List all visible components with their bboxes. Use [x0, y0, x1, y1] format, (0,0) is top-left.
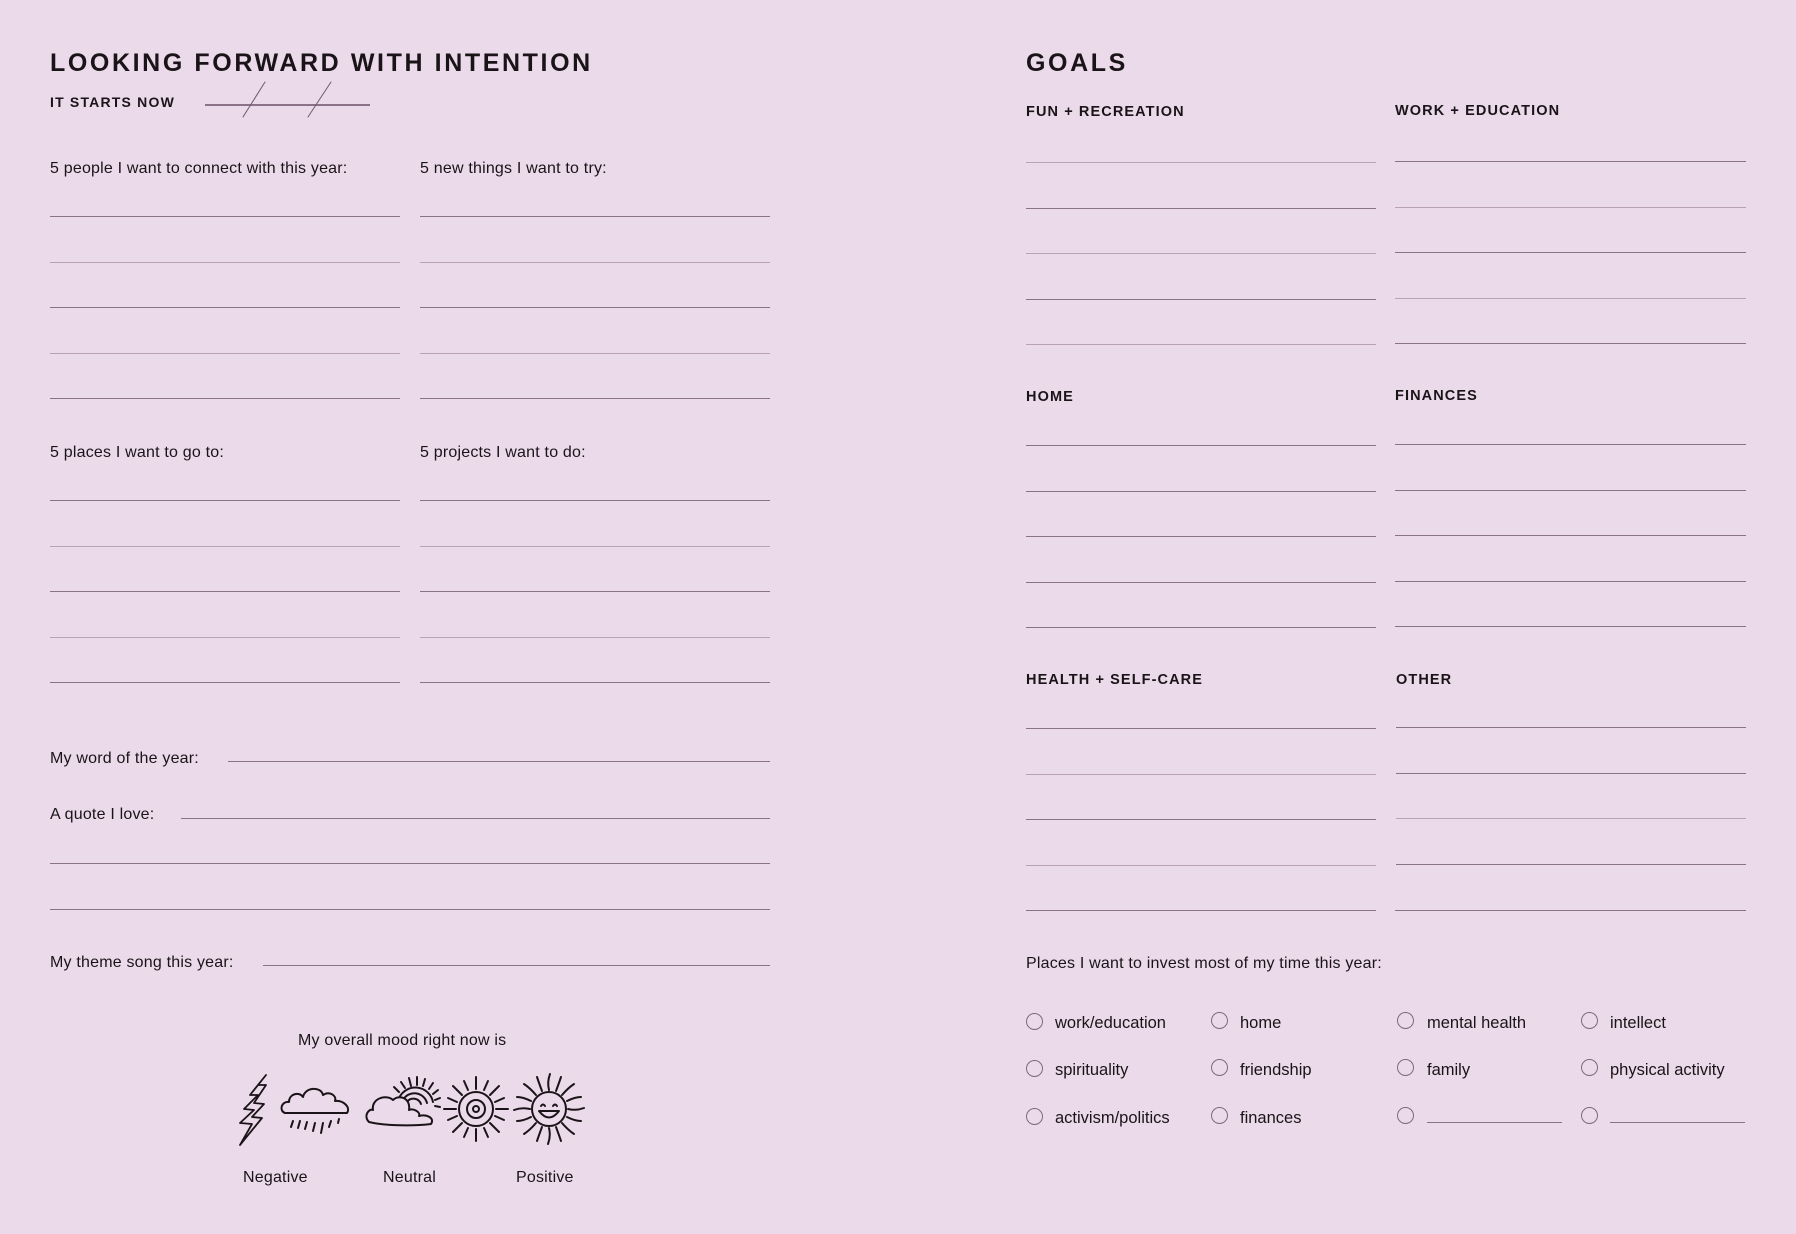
new-things-line-3[interactable]	[420, 307, 770, 308]
option-label: spirituality	[1055, 1061, 1129, 1079]
date-underline	[205, 104, 370, 106]
section-work-education: WORK + EDUCATION	[1395, 103, 1561, 119]
places-line-2[interactable]	[50, 546, 400, 547]
finances-line-1[interactable]	[1395, 444, 1746, 445]
other-line-2[interactable]	[1396, 773, 1746, 774]
word-of-year-field[interactable]	[228, 761, 770, 762]
radio-circle[interactable]	[1397, 1107, 1414, 1124]
new-things-line-4[interactable]	[420, 353, 770, 354]
custom-option-field-2[interactable]	[1610, 1122, 1745, 1123]
option-label: activism/politics	[1055, 1109, 1170, 1127]
page-title-looking-forward: LOOKING FORWARD WITH INTENTION	[50, 49, 593, 77]
radio-circle[interactable]	[1211, 1059, 1228, 1076]
work-line-3[interactable]	[1395, 252, 1746, 253]
projects-line-2[interactable]	[420, 546, 770, 547]
option-label: work/education	[1055, 1014, 1166, 1032]
projects-line-5[interactable]	[420, 682, 770, 683]
places-line-4[interactable]	[50, 637, 400, 638]
finances-line-5[interactable]	[1395, 626, 1746, 627]
new-things-line-2[interactable]	[420, 262, 770, 263]
finances-line-4[interactable]	[1395, 581, 1746, 582]
prompt-new-things: 5 new things I want to try:	[420, 160, 607, 177]
people-line-1[interactable]	[50, 216, 400, 217]
other-line-5[interactable]	[1395, 910, 1746, 911]
prompt-word-of-year: My word of the year:	[50, 750, 199, 767]
people-line-5[interactable]	[50, 398, 400, 399]
option-label: family	[1427, 1061, 1471, 1079]
radio-circle[interactable]	[1581, 1107, 1598, 1124]
projects-line-4[interactable]	[420, 637, 770, 638]
home-line-4[interactable]	[1026, 582, 1376, 583]
option-label: physical activity	[1610, 1061, 1725, 1079]
mood-label-neutral: Neutral	[383, 1169, 436, 1186]
fun-line-3[interactable]	[1026, 253, 1376, 254]
option-label: intellect	[1610, 1014, 1666, 1032]
health-line-1[interactable]	[1026, 728, 1376, 729]
radio-circle[interactable]	[1026, 1013, 1043, 1030]
places-line-3[interactable]	[50, 591, 400, 592]
prompt-people: 5 people I want to connect with this year:	[50, 160, 348, 177]
quote-field-line-1[interactable]	[181, 818, 770, 819]
home-line-2[interactable]	[1026, 491, 1376, 492]
option-label: finances	[1240, 1109, 1302, 1127]
work-line-1[interactable]	[1395, 161, 1746, 162]
custom-option-field-1[interactable]	[1427, 1122, 1562, 1123]
option-label: home	[1240, 1014, 1282, 1032]
quote-field-line-3[interactable]	[50, 909, 770, 910]
home-line-1[interactable]	[1026, 445, 1376, 446]
prompt-places: 5 places I want to go to:	[50, 444, 224, 461]
option-label: mental health	[1427, 1014, 1527, 1032]
other-line-4[interactable]	[1396, 864, 1746, 865]
mood-label-positive: Positive	[516, 1169, 574, 1186]
radio-circle[interactable]	[1581, 1059, 1598, 1076]
radio-circle[interactable]	[1026, 1108, 1043, 1125]
lightning-icon[interactable]	[236, 1073, 270, 1147]
section-other: OTHER	[1396, 672, 1453, 688]
health-line-3[interactable]	[1026, 819, 1376, 820]
home-line-3[interactable]	[1026, 536, 1376, 537]
section-health-self-care: HEALTH + SELF-CARE	[1026, 672, 1204, 688]
new-things-line-5[interactable]	[420, 398, 770, 399]
theme-song-field[interactable]	[263, 965, 770, 966]
places-line-1[interactable]	[50, 500, 400, 501]
radio-circle[interactable]	[1211, 1107, 1228, 1124]
home-line-5[interactable]	[1026, 627, 1376, 628]
finances-line-3[interactable]	[1395, 535, 1746, 536]
sun-icon[interactable]	[441, 1073, 511, 1145]
fun-line-2[interactable]	[1026, 208, 1376, 209]
finances-line-2[interactable]	[1395, 490, 1746, 491]
new-things-line-1[interactable]	[420, 216, 770, 217]
quote-field-line-2[interactable]	[50, 863, 770, 864]
smiling-sun-icon[interactable]	[512, 1070, 586, 1148]
people-line-4[interactable]	[50, 353, 400, 354]
projects-line-1[interactable]	[420, 500, 770, 501]
fun-line-1[interactable]	[1026, 162, 1376, 163]
mood-prompt: My overall mood right now is	[298, 1032, 507, 1049]
fun-line-4[interactable]	[1026, 299, 1376, 300]
radio-circle[interactable]	[1397, 1012, 1414, 1029]
radio-circle[interactable]	[1211, 1012, 1228, 1029]
date-slash-icons	[0, 0, 1, 1]
people-line-2[interactable]	[50, 262, 400, 263]
health-line-2[interactable]	[1026, 774, 1376, 775]
work-line-2[interactable]	[1395, 207, 1746, 208]
fun-line-5[interactable]	[1026, 344, 1376, 345]
subtitle-it-starts-now: IT STARTS NOW	[50, 94, 175, 110]
work-line-4[interactable]	[1395, 298, 1746, 299]
places-line-5[interactable]	[50, 682, 400, 683]
work-line-5[interactable]	[1395, 343, 1746, 344]
other-line-3[interactable]	[1396, 818, 1746, 819]
option-label: friendship	[1240, 1061, 1312, 1079]
projects-line-3[interactable]	[420, 591, 770, 592]
mood-label-negative: Negative	[243, 1169, 308, 1186]
radio-circle[interactable]	[1397, 1059, 1414, 1076]
prompt-theme-song: My theme song this year:	[50, 954, 234, 971]
people-line-3[interactable]	[50, 307, 400, 308]
radio-circle[interactable]	[1581, 1012, 1598, 1029]
prompt-projects: 5 projects I want to do:	[420, 444, 586, 461]
invest-prompt: Places I want to invest most of my time this year:	[1026, 955, 1382, 972]
other-line-1[interactable]	[1396, 727, 1746, 728]
section-finances: FINANCES	[1395, 388, 1478, 404]
rain-cloud-icon[interactable]	[279, 1083, 353, 1139]
health-line-4[interactable]	[1026, 865, 1376, 866]
cloud-sun-icon[interactable]	[365, 1076, 439, 1130]
section-home: HOME	[1026, 389, 1074, 405]
radio-circle[interactable]	[1026, 1060, 1043, 1077]
prompt-quote: A quote I love:	[50, 806, 155, 823]
section-fun-recreation: FUN + RECREATION	[1026, 104, 1185, 120]
health-line-5[interactable]	[1026, 910, 1376, 911]
goals-title: GOALS	[1026, 49, 1128, 77]
